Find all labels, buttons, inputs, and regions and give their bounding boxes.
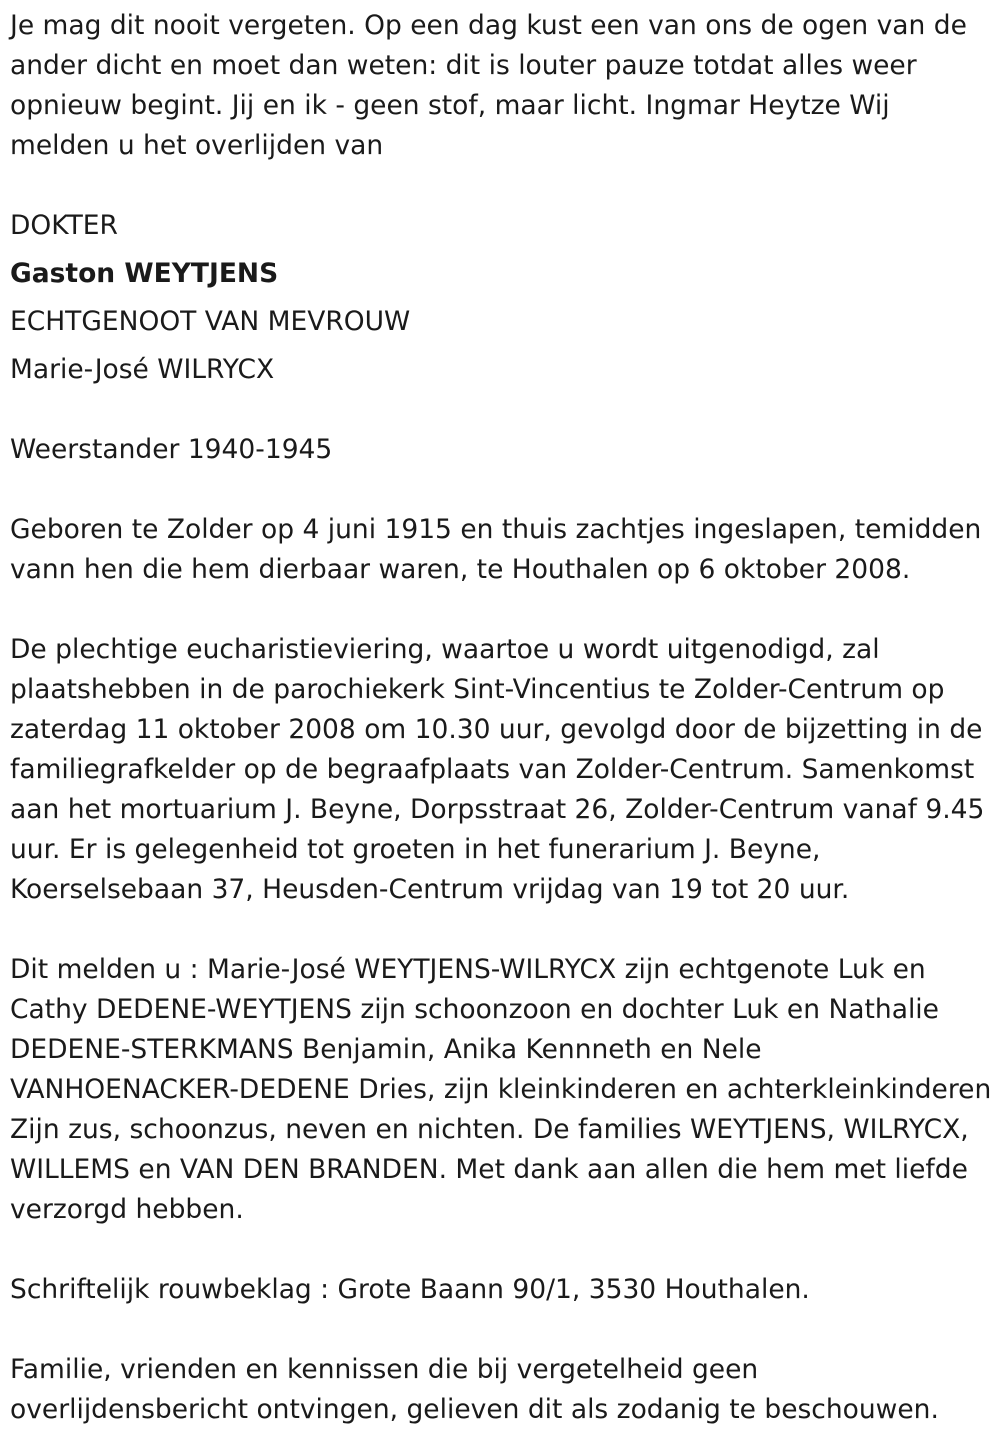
spacer [10,294,994,302]
spouse-label: ECHTGENOOT VAN MEVROUW [10,306,411,337]
spacer [10,470,994,510]
resistance-note: Weerstander 1940-1945 [10,434,333,465]
spacer [10,590,994,630]
spouse-name: Marie-José WILRYCX [10,354,275,385]
spacer [10,1310,994,1350]
birth-death-paragraph: Geboren te Zolder op 4 juni 1915 en thuis zachtjes ingeslapen, temidden vann hen die hem dierbaar waren, te Houthalen op 6 oktober 2008. [10,514,982,585]
deceased-name: Gaston WEYTJENS [10,258,279,289]
spacer [10,1230,994,1270]
spacer [10,910,994,950]
family-paragraph: Dit melden u : Marie-José WEYTJENS-WILRYCX zijn echtgenote Luk en Cathy DEDENE-WEYTJENS zijn schoonzoon en dochter Luk en Nathalie DEDENE-STERKMANS Benjamin, Anika Kennneth en Nele VANHOENACKER-DEDENE Dries, zijn kleinkinderen en achterkleinkinderen Zijn zus, schoonzus, neven en nichten. De families WEYTJENS, WILRYCX, WILLEMS en VAN DEN BRANDEN. Met dank aan allen die hem met liefde verzorgd hebben. [10,954,992,1225]
spacer [10,342,994,350]
condolence-address: Schriftelijk rouwbeklag : Grote Baann 90/1, 3530 Houthalen. [10,1274,810,1305]
spacer [10,166,994,206]
obituary-document [10,6,994,1430]
ceremony-paragraph: De plechtige eucharistieviering, waartoe u wordt uitgenodigd, zal plaatshebben in de parochiekerk Sint-Vincentius te Zolder-Centrum op zaterdag 11 oktober 2008 om 10.30 uur, gevolgd door de bijzetting in de familiegrafkelder op de begraafplaats van Zolder-Centrum. Samenkomst aan het mortuarium J. Beyne, Dorpsstraat 26, Zolder-Centrum vanaf 9.45 uur. Er is gelegenheid tot groeten in het funerarium J. Beyne, Koerselsebaan 37, Heusden-Centrum vrijdag van 19 tot 20 uur. [10,634,985,905]
closing-paragraph: Familie, vrienden en kennissen die bij vergetelheid geen overlijdensbericht ontvingen, gelieven dit als zodanig te beschouwen. [10,1354,939,1425]
spacer [10,390,994,430]
spacer [10,246,994,254]
deceased-title: DOKTER [10,210,118,241]
intro-poem: Je mag dit nooit vergeten. Op een dag kust een van ons de ogen van de ander dicht en moet dan weten: dit is louter pauze totdat alles weer opnieuw begint. Jij en ik - geen stof, maar licht. Ingmar Heytze Wij melden u het overlijden van [10,10,967,161]
